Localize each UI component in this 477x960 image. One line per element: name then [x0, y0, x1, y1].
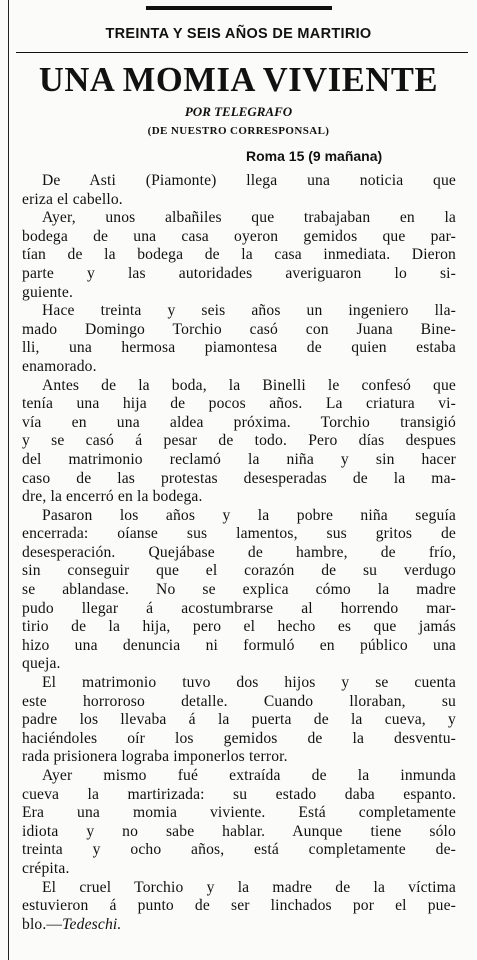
article-line: del matrimonio reclamó la niña y sin hacer [22, 450, 456, 468]
article-line: padre los llevaba á la puerta de la cueva, y [22, 711, 456, 729]
article-line: Pasaron los años y la pobre niña seguía [42, 506, 456, 524]
article-line: haciéndoles oír los gemidos de la desventu- [22, 729, 456, 747]
section-divider [16, 52, 468, 53]
article-line: guiente. [22, 283, 73, 301]
article-line: parte y las autoridades averiguaron lo si- [22, 264, 456, 282]
article-line: pudo llegar á acostumbrarse al horrendo mar- [22, 599, 456, 617]
article-line: cueva la martirizada: su estado daba espanto. [22, 785, 456, 803]
signature: Tedeschi. [62, 915, 122, 933]
byline: POR TELEGRAFO [184, 104, 293, 119]
article-line: hizo una denuncia ni formuló en público una [22, 636, 456, 654]
article-line: dre, la encerró en la bodega. [22, 488, 203, 506]
article-line: desesperación. Quejábase de hambre, de frío, [22, 543, 456, 561]
article-line: se ablandase. No se explica cómo la madre [22, 581, 456, 599]
article-line: treinta y ocho años, está completamente de- [22, 841, 456, 859]
article-line: queja. [22, 655, 61, 673]
article-line: De Asti (Piamonte) llega una noticia que [42, 172, 456, 189]
article-line: lli, una hermosa piamontesa de quien estaba [22, 339, 456, 357]
article-line: bodega de una casa oyeron gemidos que par- [22, 227, 456, 245]
article-line: Era una momia viviente. Está completamente [22, 804, 456, 822]
article-line: Hace treinta y seis años un ingeniero lla- [42, 302, 456, 320]
article-line: mado Domingo Torchio casó con Juana Bine- [22, 320, 456, 338]
article-line: estuvieron á punto de ser linchados por el pue- [22, 897, 456, 915]
article-line: El matrimonio tuvo dos hijos y se cuenta [42, 674, 456, 692]
credit: (DE NUESTRO CORRESPONSAL) [147, 125, 330, 137]
article-line: encerrada: oíanse sus lamentos, sus gritos de [22, 525, 456, 543]
article-line: tían de la bodega de la casa inmediata. Dieron [22, 246, 456, 264]
article-line: sin conseguir que el corazón de su verdugo [22, 562, 456, 580]
article-line: enamorado. [22, 357, 97, 375]
article-line: caso de las protestas desesperadas de la ma- [22, 469, 456, 487]
article-line: tenía una hija de pocos años. La criatura vi- [22, 395, 456, 413]
article-line: vía en una aldea próxima. Torchio transigió [22, 413, 456, 431]
article-line: eriza el cabello. [22, 190, 123, 208]
article-line: idiota y no sabe hablar. Aunque tiene sólo [22, 822, 456, 840]
article-line: crépita. [22, 859, 70, 877]
article-line: El cruel Torchio y la madre de la víctima [42, 878, 456, 896]
article-line: este horroroso detalle. Cuando lloraban, su [22, 692, 456, 710]
section-title: TREINTA Y SEIS AÑOS DE MARTIRIO [105, 26, 372, 42]
article-line: Antes de la boda, la Binelli le confesó que [42, 376, 456, 394]
article-body [22, 172, 456, 934]
article-line: y se casó á pesar de todo. Pero días despues [22, 432, 456, 450]
top-rule [146, 6, 332, 10]
article-line: Ayer, unos albañiles que trabajaban en la [42, 209, 456, 227]
dateline: Roma 15 (9 mañana) [246, 148, 383, 164]
article-line: blo.— [22, 915, 63, 933]
article-line: rada prisionera lograba imponerlos terror. [22, 748, 288, 766]
article-line: Ayer mismo fué extraída de la inmunda [42, 767, 456, 784]
article-line: tirio de la hija, pero el hecho es que jamás [22, 618, 456, 636]
headline: UNA MOMIA VIVIENTE [38, 61, 439, 99]
column-rule-left [8, 0, 9, 960]
article-final-line [22, 916, 456, 935]
